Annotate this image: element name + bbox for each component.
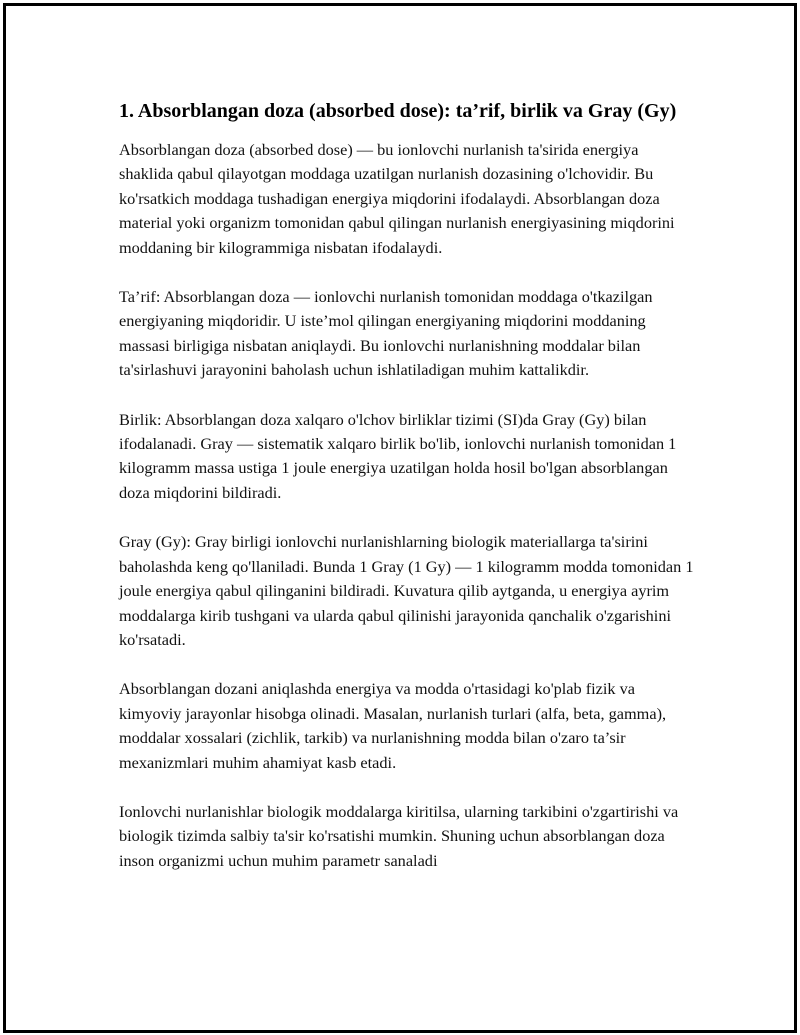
paragraph-measurement-factors: Absorblangan dozani aniqlashda energiya va modda o'rtasidagi ko'plab fizik va kimyoviy jarayonlar hisobga olinadi. Masalan, nurlanish turlari (alfa, beta, gamma), moddalar xossalari (zichlik, tarkib) va nurlanishning modda bilan o'zaro ta’sir mexanizmlari muhim ahamiyat kasb etadi. bbox=[119, 679, 667, 772]
paragraph-gray-unit: Gray (Gy): Gray birligi ionlovchi nurlanishlarning biologik materiallarga ta'sirini baholashda keng qo'llaniladi. Bunda 1 Gray (1 Gy) — 1 kilogramm modda tomonidan 1 joule energiya qabul qilinganini bildiradi. Kuvatura qilib aytganda, u energiya ayrim moddalarga kirib tushgani va ularda qabul qilinishi jarayonida qanchalik o'zgarishini ko'rsatadi. bbox=[119, 532, 694, 649]
section-heading: 1. Absorblangan doza (absorbed dose): ta’rif, birlik va Gray (Gy) bbox=[119, 100, 677, 122]
paragraph-unit: Birlik: Absorblangan doza xalqaro o'lchov birliklar tizimi (SI)da Gray (Gy) bilan ifodalanadi. Gray — sistematik xalqaro birlik bo'lib, ionlovchi nurlanish tomonidan 1 kilogramm massa ustiga 1 joule energiya uzatilgan holda hosil bo'lgan absorblangan doza miqdorini bildiradi. bbox=[119, 409, 677, 502]
paragraph-definition-intro: Absorblangan doza (absorbed dose) — bu ionlovchi nurlanish ta'sirida energiya shaklida qabul qilayotgan moddaga uzatilgan nurlanish dozasining o'lchovidir. Bu ko'rsatkich moddaga tushadigan energiya miqdorini ifodalaydi. Absorblangan doza material yoki organizm tomonidan qabul qilingan nurlanish energiyasining miqdorini moddaning bir kilogrammiga nisbatan ifodalaydi. bbox=[119, 140, 675, 257]
document-content bbox=[119, 98, 694, 898]
paragraph-definition: Ta’rif: Absorblangan doza — ionlovchi nurlanish tomonidan moddaga o'tkazilgan energiyaning miqdoridir. U iste’mol qilingan energiyaning miqdorini moddaning massasi birligiga nisbatan aniqlaydi. Bu ionlovchi nurlanishning moddalar bilan ta'sirlashuvi jarayonini baholash uchun ishlatiladigan muhim kattalikdir. bbox=[119, 287, 653, 380]
document-page bbox=[3, 3, 797, 1033]
paragraph-biological-effects: Ionlovchi nurlanishlar biologik moddalarga kiritilsa, ularning tarkibini o'zgartirishi va biologik tizimda salbiy ta'sir ko'rsatishi mumkin. Shuning uchun absorblangan doza inson organizmi uchun muhim parametr sanaladi bbox=[119, 801, 679, 870]
